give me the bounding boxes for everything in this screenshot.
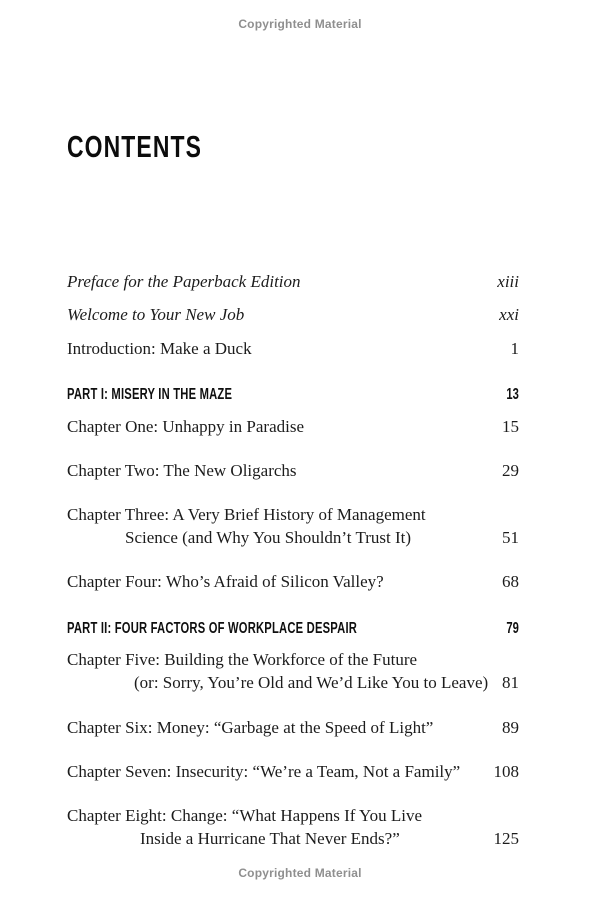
- page-title: CONTENTS: [67, 129, 203, 164]
- part-page: 13: [506, 386, 519, 403]
- toc-entry-preface: [67, 270, 519, 293]
- toc-part-heading-1: [67, 386, 519, 404]
- entry-title-line2: Inside a Hurricane That Never Ends?”: [140, 829, 400, 848]
- entry-page: 81: [502, 673, 519, 692]
- entry-title: Chapter Seven: Insecurity: “We’re a Team, Not a Family”: [67, 762, 461, 781]
- entry-title: Chapter Four: Who’s Afraid of Silicon Valley?: [67, 572, 384, 591]
- toc-entry-introduction: [67, 337, 519, 360]
- copyright-banner-bottom: Copyrighted Material: [238, 866, 362, 880]
- part-title: PART II: FOUR FACTORS OF WORKPLACE DESPAIR: [67, 620, 358, 637]
- toc-entry-chapter-one: [67, 415, 519, 438]
- entry-title: Chapter Six: Money: “Garbage at the Speed of Light”: [67, 718, 434, 737]
- toc-part-heading-2: [67, 620, 519, 638]
- entry-page: 125: [493, 829, 519, 848]
- entry-page: 29: [502, 461, 519, 480]
- entry-title-line1: Chapter Three: A Very Brief History of Management: [67, 505, 426, 524]
- entry-title-line2: (or: Sorry, You’re Old and We’d Like You to Leave): [134, 673, 489, 692]
- entry-title: Introduction: Make a Duck: [67, 339, 252, 358]
- entry-page: 51: [502, 528, 519, 547]
- toc-entry-chapter-six: [67, 716, 519, 739]
- entry-page: 15: [502, 417, 519, 436]
- part-title: PART I: MISERY IN THE MAZE: [67, 386, 233, 403]
- entry-title-line1: Chapter Five: Building the Workforce of the Future: [67, 650, 418, 669]
- entry-page: xiii: [497, 272, 519, 291]
- entry-title: Preface for the Paperback Edition: [67, 272, 301, 291]
- entry-title: Chapter Two: The New Oligarchs: [67, 461, 297, 480]
- entry-title-line1: Chapter Eight: Change: “What Happens If You Live: [67, 806, 423, 825]
- entry-title: Welcome to Your New Job: [67, 305, 245, 324]
- toc-entry-chapter-four: [67, 570, 519, 593]
- entry-page: xxi: [499, 305, 519, 324]
- entry-title-line2: Science (and Why You Shouldn’t Trust It): [125, 528, 412, 547]
- entry-title: [67, 503, 519, 549]
- toc-entry-chapter-five: [67, 648, 519, 694]
- entry-page: 89: [502, 718, 519, 737]
- toc-entry-chapter-eight: [67, 804, 519, 850]
- entry-title: [67, 804, 519, 850]
- entry-page: 68: [502, 572, 519, 591]
- copyright-banner-top: Copyrighted Material: [238, 17, 362, 31]
- entry-title: Chapter One: Unhappy in Paradise: [67, 417, 304, 436]
- part-page: 79: [506, 620, 519, 637]
- toc-entry-welcome: [67, 303, 519, 326]
- toc-entry-chapter-seven: [67, 760, 519, 783]
- entry-title: [67, 648, 519, 694]
- toc-entry-chapter-three: [67, 503, 519, 549]
- toc-entry-chapter-two: [67, 459, 519, 482]
- entry-page: 1: [510, 339, 519, 358]
- entry-page: 108: [493, 762, 519, 781]
